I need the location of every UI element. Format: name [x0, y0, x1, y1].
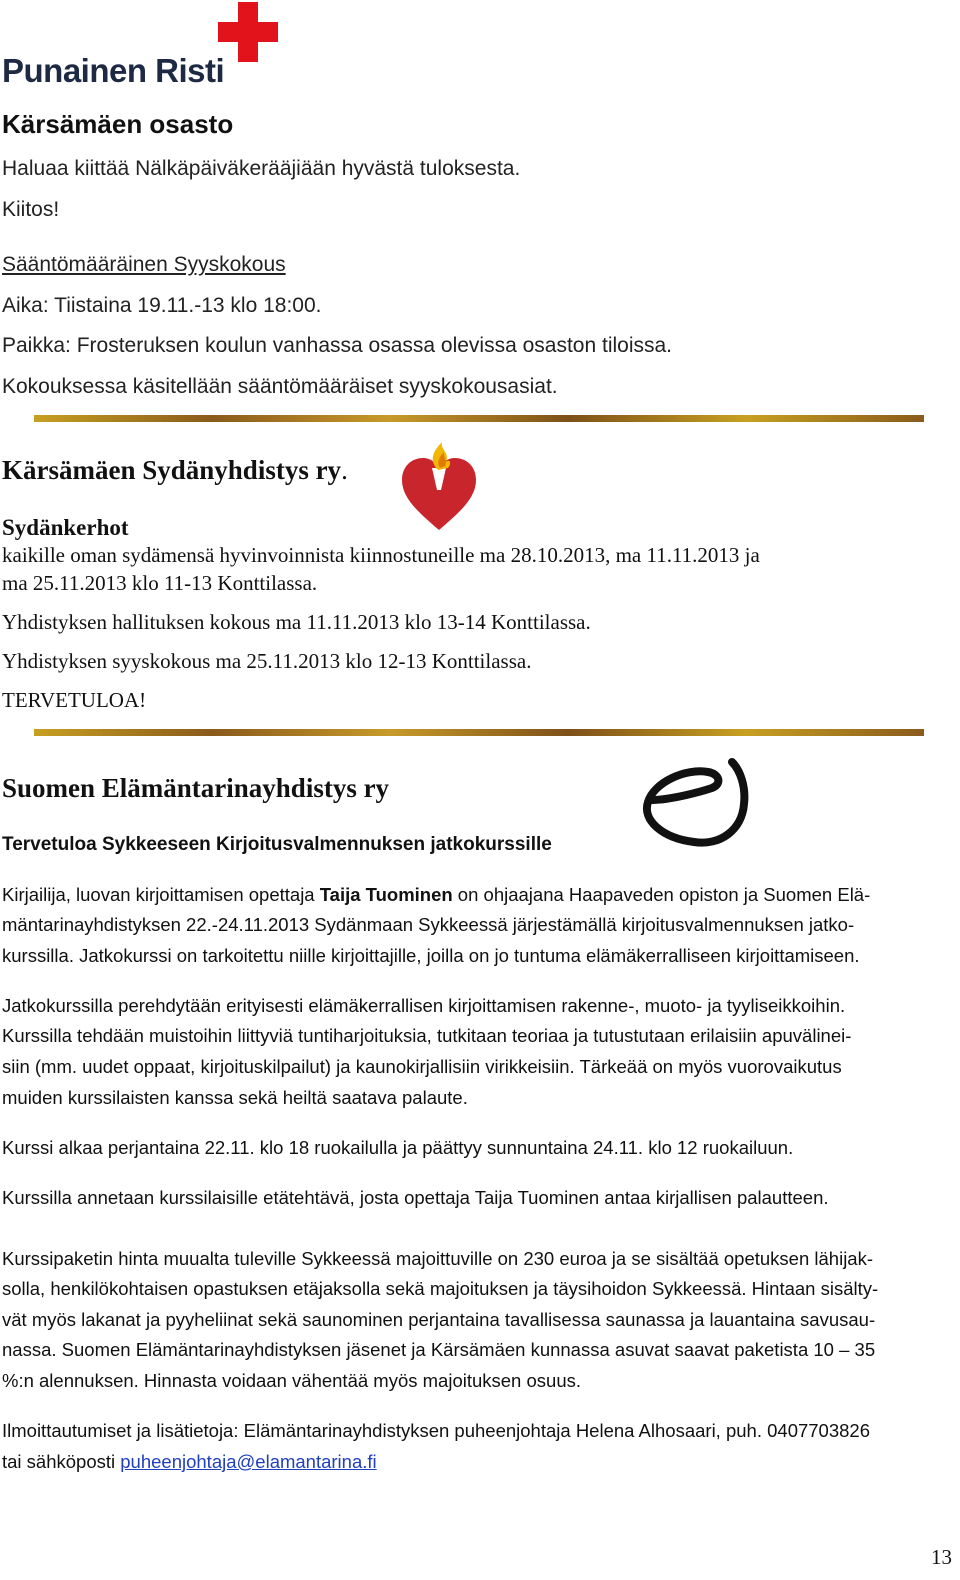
p2-line: muiden kurssilaisten kanssa sekä heiltä saatava palaute. — [2, 1087, 468, 1108]
osasto-thanks: Haluaa kiittää Nälkäpäiväkerääjiään hyvästä tuloksesta. — [2, 157, 521, 180]
p2-line: Jatkokurssilla perehdytään erityisesti elämäkerrallisen kirjoittamisen rakenne-, muoto- ja tyyliseikkoihin. — [2, 995, 846, 1016]
meeting-agenda: Kokouksessa käsitellään sääntömääräiset syyskokousasiat. — [2, 375, 558, 398]
p3-line: Kurssi alkaa perjantaina 22.11. klo 18 ruokailulla ja päättyy sunnuntaina 24.11. klo 12 ruokailuun. — [2, 1137, 794, 1158]
sydanyhdistys-title-dot: . — [341, 455, 348, 485]
p1-teacher-name: Taija Tuominen — [319, 884, 453, 905]
p1-line-3: kurssilla. Jatkokurssi on tarkoitettu niille kirjoittajille, joilla on jo tuntuma elämäkerralliseen kirjoittamiseen. — [2, 945, 860, 966]
meeting-title: Sääntömääräinen Syyskokous — [2, 253, 286, 276]
p5-line: solla, henkilökohtaisen opastuksen etäjaksolla sekä majoituksen ja täysihoidon Sykkeessä. Hintaan sisälty- — [2, 1278, 879, 1299]
elamantarina-subtitle: Tervetuloa Sykkeeseen Kirjoitusvalmennuksen jatkokurssille — [2, 834, 552, 855]
red-cross-logo-text: Punainen Risti — [2, 52, 225, 89]
sydan-line-4: Yhdistyksen syyskokous ma 25.11.2013 klo 12-13 Konttilassa. — [2, 649, 532, 673]
p6-email-prefix: tai sähköposti — [2, 1451, 121, 1472]
meeting-place: Paikka: Frosteruksen koulun vanhassa osassa olevissa osaston tiloissa. — [2, 334, 673, 357]
red-cross-icon — [218, 2, 278, 62]
sydan-line-3: Yhdistyksen hallituksen kokous ma 11.11.2013 klo 13-14 Konttilassa. — [2, 610, 591, 634]
sydanyhdistys-title — [2, 455, 348, 486]
sydankerhot-title: Sydänkerhot — [2, 515, 129, 540]
meeting-time: Aika: Tiistaina 19.11.-13 klo 18:00. — [2, 294, 322, 317]
email-link[interactable]: puheenjohtaja@elamantarina.fi — [120, 1451, 377, 1472]
sydanyhdistys-title-text: Kärsämäen Sydänyhdistys ry — [2, 455, 342, 485]
osasto-title: Kärsämäen osasto — [2, 109, 234, 139]
p6-line-1: Ilmoittautumiset ja lisätietoja: Elämäntarinayhdistyksen puheenjohtaja Helena Alhosaari, puh. 0407703826 — [2, 1420, 871, 1441]
elamantarina-title: Suomen Elämäntarinayhdistys ry — [2, 773, 390, 803]
p1-post: on ohjaajana Haapaveden opiston ja Suomen Elä- — [452, 884, 871, 905]
osasto-kiitos: Kiitos! — [2, 198, 60, 221]
heart-flame-icon — [398, 438, 480, 532]
p4-line: Kurssilla annetaan kurssilaisille etätehtävä, josta opettaja Taija Tuominen antaa kirjallisen palautteen. — [2, 1187, 829, 1208]
p5-line: nassa. Suomen Elämäntarinayhdistyksen jäsenet ja Kärsämäen kunnassa asuvat saavat paketista 10 – 35 — [2, 1339, 876, 1360]
section-divider — [34, 415, 924, 422]
sydan-line-1: kaikille oman sydämensä hyvinvoinnista kiinnostuneille ma 28.10.2013, ma 11.11.2013 ja — [2, 543, 760, 567]
sydan-line-5: TERVETULOA! — [2, 688, 147, 712]
section-divider — [34, 729, 924, 736]
p1-pre: Kirjailija, luovan kirjoittamisen opettaja — [2, 884, 320, 905]
p6-line-2 — [2, 1447, 377, 1478]
p2-line: Kurssilla tehdään muistoihin liittyviä tuntiharjoituksia, tutkitaan teoriaa ja tutustutaan erilaisiin apuvälinei- — [2, 1025, 852, 1046]
p5-line: vät myös lakanat ja pyyheliinat sekä saunominen perjantaina tavallisessa saunassa ja lauantaina savusau- — [2, 1309, 876, 1330]
p2-line: siin (mm. uudet oppaat, kirjoituskilpailut) ja kaunokirjallisiin virikkeisiin. Tärkeää on myös vuorovaikutus — [2, 1056, 842, 1077]
p5-line: Kurssipaketin hinta muualta tuleville Sykkeessä majoittuville on 230 euroa ja se sisältää opetuksen lähijak- — [2, 1248, 874, 1269]
p5-line: %:n alennuksen. Hinnasta voidaan vähentää myös majoituksen osuus. — [2, 1370, 581, 1391]
e-logo-icon — [640, 758, 752, 852]
p1-line-2: mäntarinayhdistyksen 22.-24.11.2013 Sydänmaan Sykkeessä järjestämällä kirjoitusvalmennuksen jatko- — [2, 914, 855, 935]
sydan-line-2: ma 25.11.2013 klo 11-13 Konttilassa. — [2, 571, 318, 595]
p1-line-1 — [2, 880, 870, 911]
page-number: 13 — [931, 1545, 952, 1569]
